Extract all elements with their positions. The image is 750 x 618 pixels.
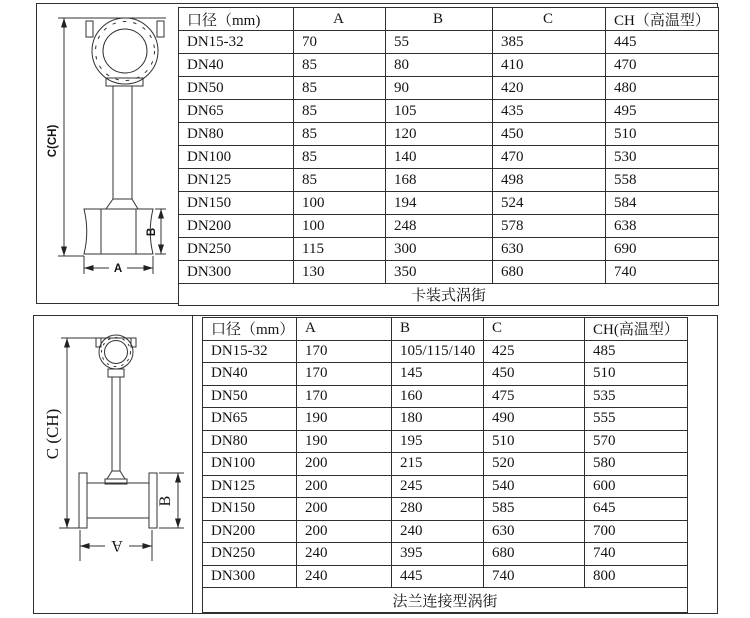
table-cell: 395 bbox=[392, 543, 484, 566]
table-cell: 70 bbox=[294, 31, 386, 54]
table-cell: 435 bbox=[493, 100, 606, 123]
table-cell: DN300 bbox=[203, 565, 297, 588]
table-cell: DN15-32 bbox=[203, 340, 297, 363]
table-cell: 350 bbox=[386, 261, 493, 284]
table-row bbox=[179, 238, 719, 261]
body-tube bbox=[87, 483, 149, 518]
table-cell: 425 bbox=[484, 340, 585, 363]
table-cell: 195 bbox=[392, 430, 484, 453]
table-cell: DN100 bbox=[179, 146, 294, 169]
head-right-lug bbox=[157, 21, 164, 37]
table-cell: 300 bbox=[386, 238, 493, 261]
table-row bbox=[203, 363, 688, 386]
table-cell: 445 bbox=[606, 31, 719, 54]
stem bbox=[112, 377, 120, 471]
table-cell: 170 bbox=[297, 385, 392, 408]
table-cell: 578 bbox=[493, 215, 606, 238]
clamp-section bbox=[36, 3, 718, 304]
table-cell: DN200 bbox=[179, 215, 294, 238]
table-row bbox=[203, 475, 688, 498]
table-cell: 245 bbox=[392, 475, 484, 498]
table-cell: 85 bbox=[294, 169, 386, 192]
column-header: C bbox=[484, 318, 585, 341]
table-cell: 240 bbox=[297, 565, 392, 588]
table-row bbox=[203, 565, 688, 588]
table-cell: 510 bbox=[484, 430, 585, 453]
table-row bbox=[179, 192, 719, 215]
head-left-lug bbox=[86, 21, 93, 37]
table-cell: DN15-32 bbox=[179, 31, 294, 54]
column-header: B bbox=[392, 318, 484, 341]
stem-flare bbox=[107, 471, 125, 479]
head-display-window bbox=[103, 29, 147, 73]
table-row bbox=[203, 498, 688, 521]
clamp-drawing-area bbox=[37, 4, 179, 303]
table-cell: 740 bbox=[484, 565, 585, 588]
table-cell: 510 bbox=[585, 363, 688, 386]
table-cell: 584 bbox=[606, 192, 719, 215]
table-cell: 475 bbox=[484, 385, 585, 408]
table-cell: 480 bbox=[606, 77, 719, 100]
flange-dimension-table bbox=[202, 317, 688, 613]
table-cell: 85 bbox=[294, 123, 386, 146]
table-cell: DN250 bbox=[179, 238, 294, 261]
table-cell: 680 bbox=[484, 543, 585, 566]
table-cell: DN125 bbox=[179, 169, 294, 192]
flange-drawing-area bbox=[34, 316, 193, 613]
table-cell: 540 bbox=[484, 475, 585, 498]
table-cell: 200 bbox=[297, 453, 392, 476]
table-cell: 85 bbox=[294, 100, 386, 123]
table-cell: 100 bbox=[294, 215, 386, 238]
table-row bbox=[203, 340, 688, 363]
head-outer-ring bbox=[92, 18, 158, 84]
table-row bbox=[179, 146, 719, 169]
table-cell: DN150 bbox=[203, 498, 297, 521]
table-cell: 85 bbox=[294, 77, 386, 100]
table-cell: 740 bbox=[606, 261, 719, 284]
head-knurl-ring bbox=[102, 338, 131, 367]
table-cell: 630 bbox=[493, 238, 606, 261]
head-knurl-ring bbox=[96, 22, 155, 81]
table-cell: 555 bbox=[585, 408, 688, 431]
column-header: B bbox=[386, 8, 493, 31]
table-cell: 450 bbox=[484, 363, 585, 386]
table-row bbox=[203, 520, 688, 543]
table-cell: DN65 bbox=[203, 408, 297, 431]
table-cell: 105 bbox=[386, 100, 493, 123]
table-cell: 470 bbox=[606, 54, 719, 77]
table-cell: 498 bbox=[493, 169, 606, 192]
column-header: CH（高温型） bbox=[606, 8, 719, 31]
table-cell: 90 bbox=[386, 77, 493, 100]
stem bbox=[113, 86, 132, 199]
dim-label-a: A bbox=[111, 537, 123, 554]
table-row bbox=[179, 31, 719, 54]
table-cell: 495 bbox=[606, 100, 719, 123]
table-cell: 585 bbox=[484, 498, 585, 521]
header-row bbox=[179, 8, 719, 31]
table-cell: 115 bbox=[294, 238, 386, 261]
table-cell: 510 bbox=[606, 123, 719, 146]
table-row bbox=[179, 261, 719, 284]
table-row bbox=[203, 385, 688, 408]
table-caption: 法兰连接型涡街 bbox=[203, 588, 688, 613]
table-cell: DN40 bbox=[203, 363, 297, 386]
table-cell: 520 bbox=[484, 453, 585, 476]
table-cell: 524 bbox=[493, 192, 606, 215]
table-cell: 130 bbox=[294, 261, 386, 284]
table-row bbox=[179, 54, 719, 77]
table-row bbox=[203, 408, 688, 431]
table-cell: 85 bbox=[294, 54, 386, 77]
table-cell: 215 bbox=[392, 453, 484, 476]
table-row bbox=[179, 215, 719, 238]
table-cell: DN80 bbox=[179, 123, 294, 146]
column-header: CH(高温型） bbox=[585, 318, 688, 341]
clamp-flowmeter-drawing bbox=[37, 4, 179, 303]
dim-label-c-ch: C(CH) bbox=[47, 124, 59, 158]
table-cell: 535 bbox=[585, 385, 688, 408]
table-cell: 194 bbox=[386, 192, 493, 215]
table-cell: 445 bbox=[392, 565, 484, 588]
table-cell: 420 bbox=[493, 77, 606, 100]
table-row bbox=[179, 123, 719, 146]
table-cell: 168 bbox=[386, 169, 493, 192]
column-header: C bbox=[493, 8, 606, 31]
table-row bbox=[179, 100, 719, 123]
table-cell: DN300 bbox=[179, 261, 294, 284]
neck-flange bbox=[108, 369, 124, 377]
table-cell: 470 bbox=[493, 146, 606, 169]
table-row bbox=[203, 543, 688, 566]
table-cell: 530 bbox=[606, 146, 719, 169]
table-cell: 100 bbox=[294, 192, 386, 215]
table-cell: DN150 bbox=[179, 192, 294, 215]
table-cell: 740 bbox=[585, 543, 688, 566]
table-cell: 485 bbox=[585, 340, 688, 363]
right-flange bbox=[149, 473, 157, 528]
table-cell: 85 bbox=[294, 146, 386, 169]
table-cell: DN65 bbox=[179, 100, 294, 123]
table-cell: 160 bbox=[392, 385, 484, 408]
table-cell: 450 bbox=[493, 123, 606, 146]
table-cell: 700 bbox=[585, 520, 688, 543]
flange-section bbox=[33, 315, 718, 614]
stem-flare bbox=[106, 199, 138, 209]
clamp-dimension-table bbox=[178, 7, 719, 306]
table-row bbox=[179, 77, 719, 100]
table-cell: 200 bbox=[297, 520, 392, 543]
head-display-window bbox=[105, 341, 128, 364]
table-row bbox=[179, 169, 719, 192]
table-cell: 558 bbox=[606, 169, 719, 192]
table-cell: 80 bbox=[386, 54, 493, 77]
table-cell: DN125 bbox=[203, 475, 297, 498]
table-cell: 680 bbox=[493, 261, 606, 284]
table-cell: 580 bbox=[585, 453, 688, 476]
table-cell: 638 bbox=[606, 215, 719, 238]
table-cell: 120 bbox=[386, 123, 493, 146]
table-cell: 180 bbox=[392, 408, 484, 431]
table-cell: 690 bbox=[606, 238, 719, 261]
table-row bbox=[203, 453, 688, 476]
table-cell: DN50 bbox=[179, 77, 294, 100]
table-cell: 280 bbox=[392, 498, 484, 521]
table-cell: 645 bbox=[585, 498, 688, 521]
table-cell: 410 bbox=[493, 54, 606, 77]
table-caption: 卡装式涡街 bbox=[179, 284, 719, 306]
table-cell: 248 bbox=[386, 215, 493, 238]
table-cell: 630 bbox=[484, 520, 585, 543]
table-cell: DN80 bbox=[203, 430, 297, 453]
column-header: A bbox=[297, 318, 392, 341]
table-cell: 600 bbox=[585, 475, 688, 498]
table-cell: 385 bbox=[493, 31, 606, 54]
table-cell: 55 bbox=[386, 31, 493, 54]
table-cell: DN100 bbox=[203, 453, 297, 476]
left-flange bbox=[79, 473, 87, 528]
header-row bbox=[203, 318, 688, 341]
table-cell: 240 bbox=[392, 520, 484, 543]
table-cell: DN250 bbox=[203, 543, 297, 566]
table-cell: 200 bbox=[297, 475, 392, 498]
table-cell: 190 bbox=[297, 430, 392, 453]
body-tube bbox=[101, 209, 136, 254]
column-header: A bbox=[294, 8, 386, 31]
dim-label-a: A bbox=[113, 263, 123, 275]
table-cell: DN40 bbox=[179, 54, 294, 77]
column-header: 口径（mm) bbox=[179, 8, 294, 31]
table-cell: 145 bbox=[392, 363, 484, 386]
table-cell: 190 bbox=[297, 408, 392, 431]
table-cell: 140 bbox=[386, 146, 493, 169]
table-cell: DN50 bbox=[203, 385, 297, 408]
column-header: 口径（mm） bbox=[203, 318, 297, 341]
table-cell: 170 bbox=[297, 363, 392, 386]
body-left-cap bbox=[84, 209, 101, 254]
flange-flowmeter-drawing bbox=[34, 316, 192, 613]
dim-label-b: B bbox=[157, 495, 174, 507]
table-cell: DN200 bbox=[203, 520, 297, 543]
table-cell: 240 bbox=[297, 543, 392, 566]
table-cell: 170 bbox=[297, 340, 392, 363]
dim-label-c-ch: C (CH) bbox=[43, 408, 62, 460]
table-cell: 200 bbox=[297, 498, 392, 521]
table-cell: 570 bbox=[585, 430, 688, 453]
table-cell: 800 bbox=[585, 565, 688, 588]
table-row bbox=[203, 430, 688, 453]
dim-label-b: B bbox=[146, 227, 158, 237]
table-cell: 105/115/140 bbox=[392, 340, 484, 363]
table-cell: 490 bbox=[484, 408, 585, 431]
